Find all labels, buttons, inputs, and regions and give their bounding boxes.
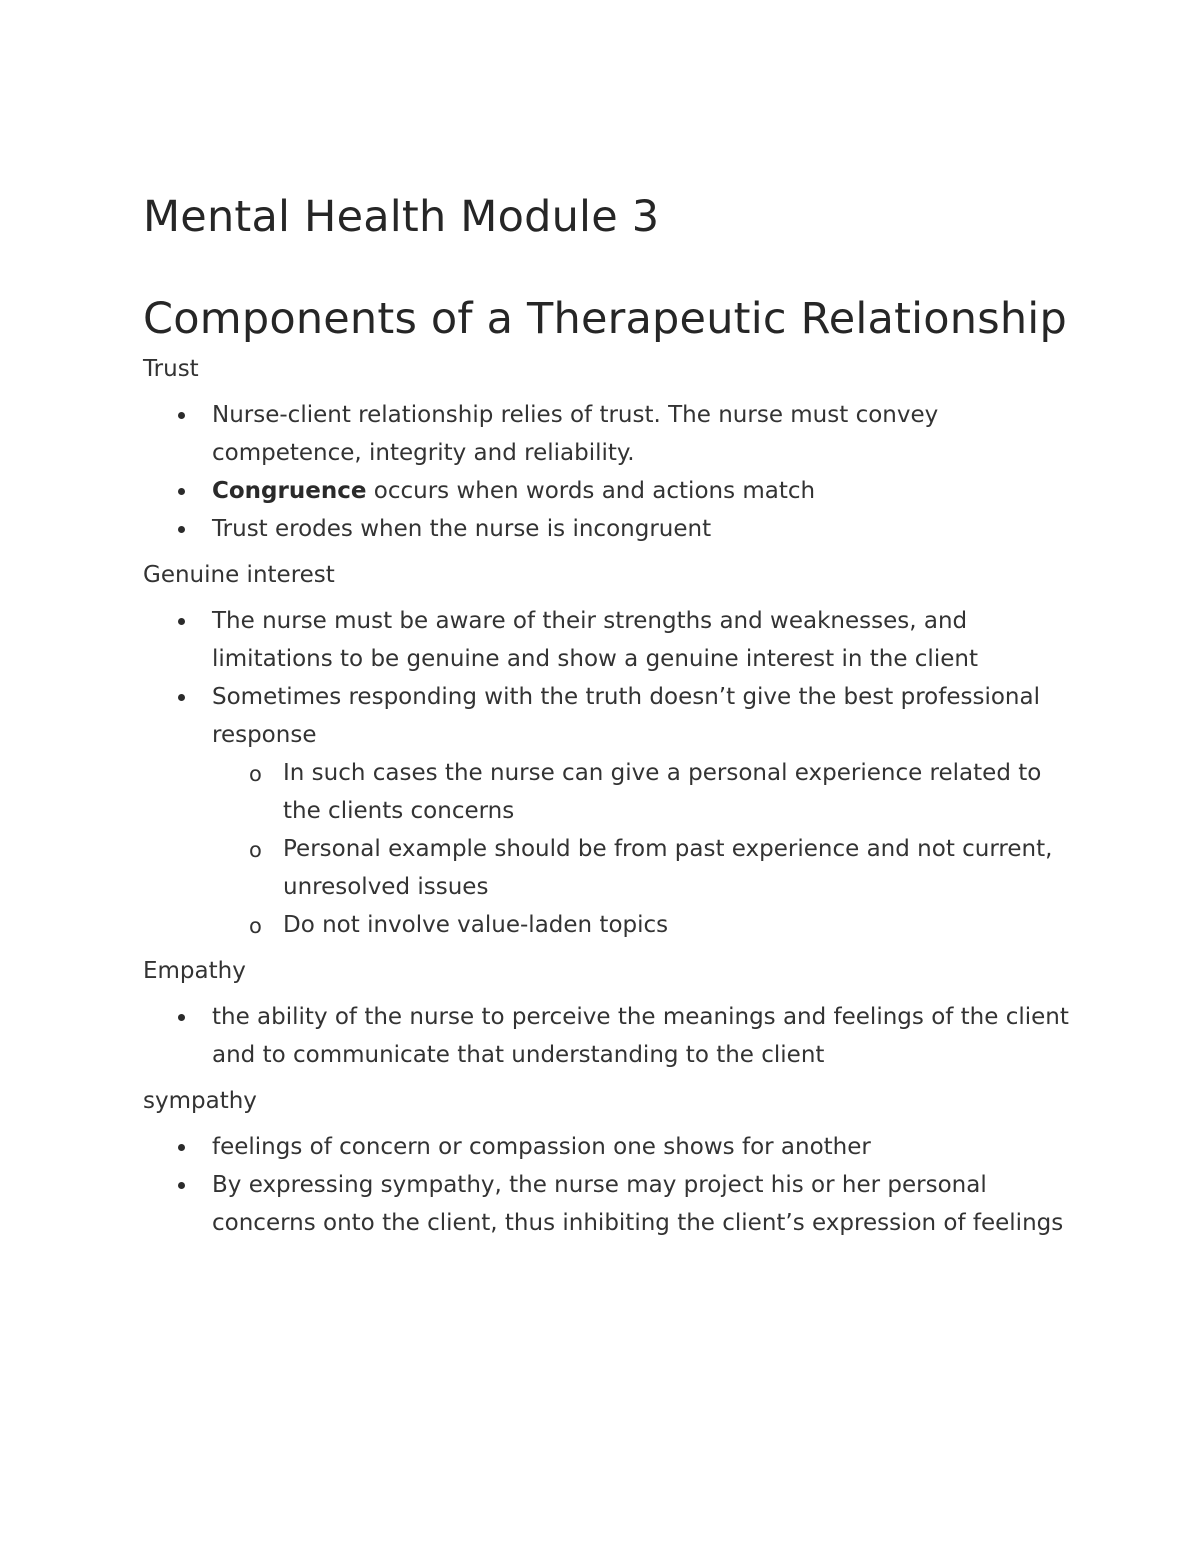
sub-list	[212, 754, 1083, 944]
hollow-circle-bullet-icon: o	[249, 838, 262, 862]
heading-empathy: Empathy	[143, 958, 246, 984]
sub-list-item-text: In such cases the nurse can give a personal experience related to the clients concerns	[283, 760, 1042, 824]
sub-list-item	[212, 754, 1083, 830]
genuine-interest-list	[143, 602, 1083, 944]
sub-list-item	[212, 906, 1083, 944]
sub-list-item-text: Do not involve value-laden topics	[283, 912, 669, 938]
list-item-text: occurs when words and actions match	[366, 478, 816, 504]
list-item	[143, 998, 1083, 1074]
bullet-icon	[178, 412, 185, 419]
bullet-icon	[178, 1144, 185, 1151]
list-item-text: Nurse-client relationship relies of trust. The nurse must convey competence, integrity and reliability.	[212, 402, 939, 466]
list-item	[143, 510, 1083, 548]
bold-term: Congruence	[212, 478, 367, 504]
bullet-icon	[178, 1182, 185, 1189]
list-item	[143, 472, 1083, 510]
bullet-icon	[178, 618, 185, 625]
list-item-text: The nurse must be aware of their strengths and weaknesses, and limitations to be genuine and show a genuine interest in the client	[212, 608, 978, 672]
list-item	[143, 1166, 1083, 1242]
heading-trust: Trust	[143, 356, 199, 382]
list-item	[143, 396, 1083, 472]
hollow-circle-bullet-icon: o	[249, 914, 262, 938]
heading-genuine-interest: Genuine interest	[143, 562, 335, 588]
list-item-text: By expressing sympathy, the nurse may project his or her personal concerns onto the client, thus inhibiting the client’s expression of feelings	[212, 1172, 1064, 1236]
bullet-icon	[178, 526, 185, 533]
list-item	[143, 602, 1083, 678]
hollow-circle-bullet-icon: o	[249, 762, 262, 786]
list-item-text: Trust erodes when the nurse is incongruent	[212, 516, 712, 542]
document-title: Mental Health Module 3	[143, 192, 660, 242]
trust-list	[143, 396, 1083, 548]
bullet-icon	[178, 694, 185, 701]
list-item	[143, 1128, 1083, 1166]
list-item-text: feelings of concern or compassion one shows for another	[212, 1134, 871, 1160]
empathy-list	[143, 998, 1083, 1074]
sub-list-item-text: Personal example should be from past experience and not current, unresolved issues	[283, 836, 1053, 900]
document-page	[143, 188, 1083, 1254]
list-item-text: the ability of the nurse to perceive the meanings and feelings of the client and to communicate that understanding to the client	[212, 1004, 1069, 1068]
sub-list-item	[212, 830, 1083, 906]
bullet-icon	[178, 1014, 185, 1021]
section-title: Components of a Therapeutic Relationship	[143, 294, 1067, 344]
heading-sympathy: sympathy	[143, 1088, 257, 1114]
sympathy-list	[143, 1128, 1083, 1242]
list-item-text: Sometimes responding with the truth doesn’t give the best professional response	[212, 684, 1040, 748]
list-item	[143, 678, 1083, 944]
bullet-icon	[178, 488, 185, 495]
